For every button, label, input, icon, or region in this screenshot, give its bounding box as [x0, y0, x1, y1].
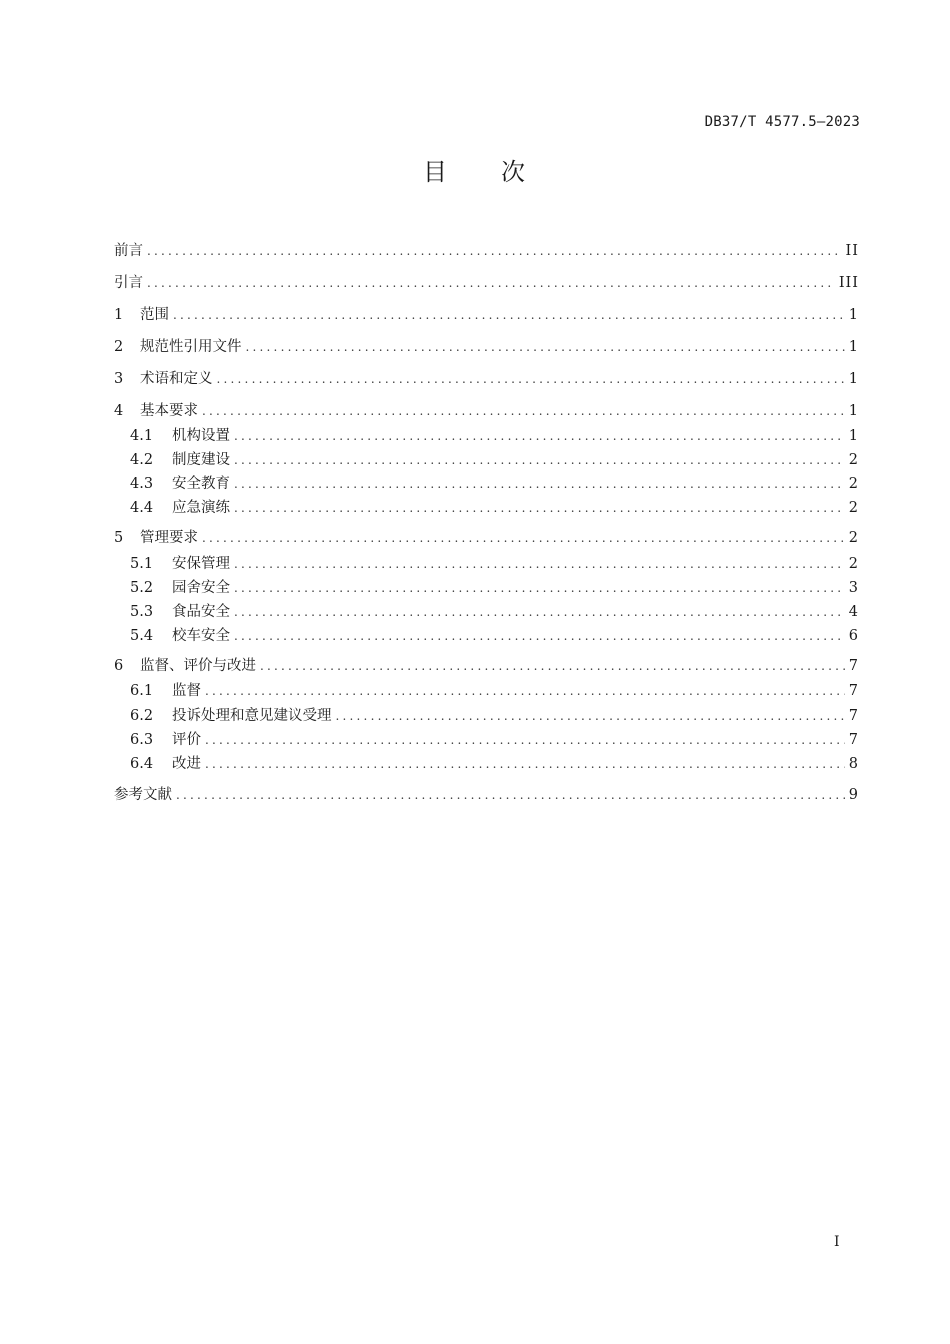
dot-leader: [176, 784, 845, 806]
toc-entry-label: 制度建设: [172, 452, 230, 468]
toc-entry-label: 评价: [172, 732, 201, 748]
toc-entry-number: 5.3: [130, 604, 154, 620]
dot-leader: [234, 449, 845, 471]
toc-entry-page: 2: [848, 452, 859, 468]
dot-leader: [260, 655, 845, 677]
toc-entry-label: 机构设置: [172, 428, 230, 444]
toc-entry-label: 应急演练: [172, 500, 230, 516]
toc-entry-page: 7: [848, 658, 859, 674]
toc-entry-page: 3: [848, 580, 859, 596]
toc-entry-page: 1: [848, 428, 859, 444]
dot-leader: [147, 240, 842, 262]
toc-entry-number: 6.3: [130, 732, 154, 748]
toc-entry-number: 4.3: [130, 476, 154, 492]
toc-entry-page: 7: [848, 732, 859, 748]
toc-entry-number: 5: [114, 530, 124, 546]
toc-entry-5-4[interactable]: [130, 625, 859, 647]
toc-entry-label: 投诉处理和意见建议受理: [172, 708, 332, 724]
toc-entry-number: 1: [114, 307, 124, 323]
toc-entry-page: 1: [848, 403, 859, 419]
dot-leader: [205, 680, 845, 702]
title-char-2: 次: [501, 158, 527, 186]
toc-entry-label: 食品安全: [172, 604, 230, 620]
toc-entry-page: 7: [848, 708, 859, 724]
toc-entry-6-1[interactable]: [130, 680, 859, 702]
toc-entry-number: 6.2: [130, 708, 154, 724]
toc-entry-label: 引言: [114, 275, 143, 291]
toc-entry-1[interactable]: [114, 304, 859, 326]
footer-page-number: I: [834, 1234, 840, 1250]
toc-entry-label: 安全教育: [172, 476, 230, 492]
toc-entry-number: 5.2: [130, 580, 154, 596]
toc-entry-introduction[interactable]: [114, 272, 859, 294]
dot-leader: [234, 473, 845, 495]
toc-entry-foreword[interactable]: [114, 240, 859, 262]
toc-entry-label: 园舍安全: [172, 580, 230, 596]
toc-entry-page: 9: [848, 787, 859, 803]
toc-entry-page: 4: [848, 604, 859, 620]
toc-entry-page: 7: [848, 683, 859, 699]
dot-leader: [173, 304, 845, 326]
toc-entry-number: 4.2: [130, 452, 154, 468]
toc-entry-number: 6: [114, 658, 124, 674]
toc-entry-number: 3: [114, 371, 124, 387]
toc-entry-4-1[interactable]: [130, 425, 859, 447]
toc-entry-label: 安保管理: [172, 556, 230, 572]
toc-entry-page: II: [845, 243, 859, 259]
toc-entry-4-2[interactable]: [130, 449, 859, 471]
toc-entry-number: 6.4: [130, 756, 154, 772]
toc-entry-label: 规范性引用文件: [140, 339, 242, 355]
toc-entry-page: 8: [848, 756, 859, 772]
toc-entry-label: 校车安全: [172, 628, 230, 644]
toc-entry-label: 监督、评价与改进: [140, 658, 256, 674]
toc-entry-label: 基本要求: [140, 403, 198, 419]
toc-entry-label: 范围: [140, 307, 169, 323]
toc-entry-number: 4.4: [130, 500, 154, 516]
toc-entry-number: 2: [114, 339, 124, 355]
toc-entry-6-3[interactable]: [130, 729, 859, 751]
toc-entry-number: 5.1: [130, 556, 154, 572]
toc-entry-page: 6: [848, 628, 859, 644]
toc-entry-4-4[interactable]: [130, 497, 859, 519]
page-title: [0, 152, 950, 187]
toc-entry-label: 管理要求: [140, 530, 198, 546]
toc-entry-3[interactable]: [114, 368, 859, 390]
toc-entry-page: 2: [848, 556, 859, 572]
toc-entry-label: 参考文献: [114, 787, 172, 803]
dot-leader: [217, 368, 845, 390]
toc-entry-label: 监督: [172, 683, 201, 699]
dot-leader: [234, 425, 845, 447]
toc-entry-page: III: [838, 275, 859, 291]
dot-leader: [202, 527, 845, 549]
dot-leader: [336, 705, 845, 727]
dot-leader: [234, 553, 845, 575]
toc-entry-page: 2: [848, 500, 859, 516]
dot-leader: [234, 577, 845, 599]
toc-entry-page: 1: [848, 371, 859, 387]
toc-entry-4-3[interactable]: [130, 473, 859, 495]
toc-entry-6-4[interactable]: [130, 753, 859, 775]
dot-leader: [205, 753, 845, 775]
toc-entry-5-2[interactable]: [130, 577, 859, 599]
toc-entry-5[interactable]: [114, 527, 859, 549]
toc-entry-4[interactable]: [114, 400, 859, 422]
toc-entry-5-1[interactable]: [130, 553, 859, 575]
dot-leader: [202, 400, 845, 422]
toc-entry-number: 4: [114, 403, 124, 419]
toc-entry-6-2[interactable]: [130, 705, 859, 727]
toc-entry-2[interactable]: [114, 336, 859, 358]
toc-entry-number: 6.1: [130, 683, 154, 699]
toc-entry-label: 前言: [114, 243, 143, 259]
toc-entry-page: 2: [848, 530, 859, 546]
toc-entry-number: 4.1: [130, 428, 154, 444]
dot-leader: [234, 625, 845, 647]
toc-entry-page: 1: [848, 339, 859, 355]
title-char-1: 目: [423, 158, 449, 186]
toc-entry-number: 5.4: [130, 628, 154, 644]
toc-entry-label: 改进: [172, 756, 201, 772]
toc-entry-6[interactable]: [114, 655, 859, 677]
toc-entry-bibliography[interactable]: [114, 784, 859, 806]
dot-leader: [246, 336, 845, 358]
dot-leader: [234, 497, 845, 519]
toc-entry-page: 2: [848, 476, 859, 492]
toc-entry-5-3[interactable]: [130, 601, 859, 623]
dot-leader: [234, 601, 845, 623]
toc-entry-page: 1: [848, 307, 859, 323]
dot-leader: [147, 272, 835, 294]
toc-entry-label: 术语和定义: [140, 371, 213, 387]
dot-leader: [205, 729, 845, 751]
document-code: DB37/T 4577.5—2023: [704, 114, 860, 130]
